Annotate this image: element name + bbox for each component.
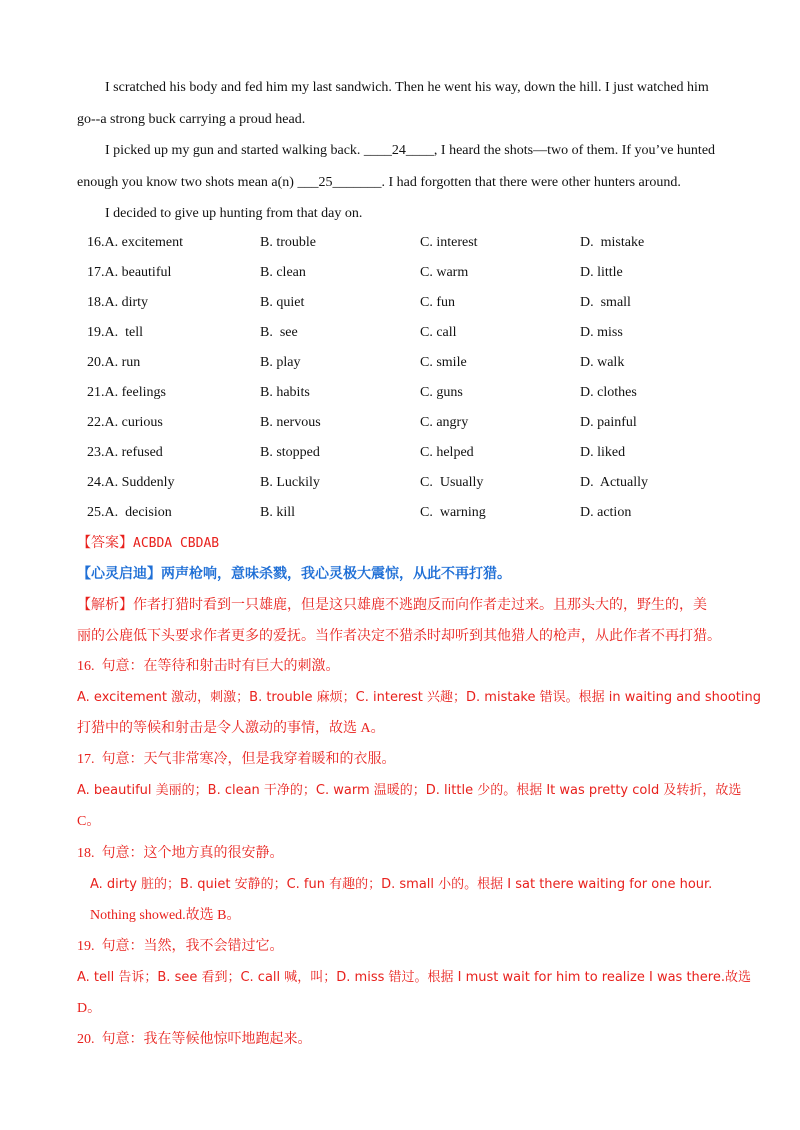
option-24-d: D. Actually xyxy=(580,475,649,490)
option-21-c: C. guns xyxy=(420,385,463,400)
q18-explanation-line-1: A. dirty 脏的；B. quiet 安静的；C. fun 有趣的；D. small 小的。根据 I sat there waiting for one hour. xyxy=(90,877,713,892)
option-19-d: D. miss xyxy=(580,325,623,340)
option-row-21 xyxy=(0,378,800,408)
option-18-b: B. quiet xyxy=(260,295,305,310)
option-18-c: C. fun xyxy=(420,295,455,310)
option-20-a: 20.A. run xyxy=(87,355,141,370)
analysis-line-2: 丽的公鹿低下头要求作者更多的爱抚。当作者决定不猎杀时却听到其他猎人的枪声，从此作者不再打猎。 xyxy=(77,629,721,644)
q18-explanation-line-2: Nothing showed.故选 B。 xyxy=(90,908,241,923)
option-24-c: C. Usually xyxy=(420,475,484,490)
analysis-text-1: 作者打猎时看到一只雄鹿，但是这只雄鹿不逃跑反而向作者走过来。且那头大的，野生的，美 xyxy=(133,598,707,613)
option-row-20 xyxy=(0,348,800,378)
option-23-a: 23.A. refused xyxy=(87,445,163,460)
passage-paragraph-1-line-1: I scratched his body and fed him my last sandwich. Then he went his way, down the hill. I just watched him xyxy=(105,80,709,95)
analysis-line-1 xyxy=(77,590,727,621)
option-17-c: C. warm xyxy=(420,265,469,280)
q16-explanation-line-1: A. excitement 激动，刺激；B. trouble 麻烦；C. interest 兴趣；D. mistake 错误。根据 in waiting and shooting xyxy=(77,690,761,705)
option-23-d: D. liked xyxy=(580,445,626,460)
passage-paragraph-2-line-1: I picked up my gun and started walking back. ____24____, I heard the shots—two of them. If you’ve hunted xyxy=(105,143,716,158)
answer-label: 【答案】 xyxy=(77,536,133,551)
option-22-c: C. angry xyxy=(420,415,469,430)
option-19-c: C. call xyxy=(420,325,457,340)
option-23-b: B. stopped xyxy=(260,445,320,460)
q18-title: 18. 句意：这个地方真的很安静。 xyxy=(77,846,284,861)
option-row-18 xyxy=(0,288,800,318)
option-row-24 xyxy=(0,468,800,498)
option-20-d: D. walk xyxy=(580,355,625,370)
passage-paragraph-2-line-2: enough you know two shots mean a(n) ___25_______. I had forgotten that there were other hunters around. xyxy=(77,175,681,190)
option-17-b: B. clean xyxy=(260,265,306,280)
option-23-c: C. helped xyxy=(420,445,474,460)
q16-title: 16. 句意：在等待和射击时有巨大的刺激。 xyxy=(77,659,340,674)
option-16-b: B. trouble xyxy=(260,235,316,250)
option-row-23 xyxy=(0,438,800,468)
option-22-d: D. painful xyxy=(580,415,637,430)
option-25-d: D. action xyxy=(580,505,632,520)
insight-label: 【心灵启迪】 xyxy=(77,567,161,582)
answer-line xyxy=(77,528,727,559)
option-row-16 xyxy=(0,228,800,258)
insight-line xyxy=(77,559,727,590)
option-22-a: 22.A. curious xyxy=(87,415,163,430)
option-24-a: 24.A. Suddenly xyxy=(87,475,175,490)
option-row-25 xyxy=(0,498,800,528)
option-21-d: D. clothes xyxy=(580,385,637,400)
q17-explanation-line-1: A. beautiful 美丽的；B. clean 干净的；C. warm 温暖的；D. little 少的。根据 It was pretty cold 及转折，故选 xyxy=(77,783,742,798)
option-25-a: 25.A. decision xyxy=(87,505,172,520)
answer-text: ACBDA CBDAB xyxy=(133,536,220,551)
option-row-19 xyxy=(0,318,800,348)
q19-explanation-line-2: D。 xyxy=(77,1001,102,1016)
q19-title: 19. 句意：当然，我不会错过它。 xyxy=(77,939,284,954)
option-17-a: 17.A. beautiful xyxy=(87,265,172,280)
analysis-label: 【解析】 xyxy=(77,598,133,613)
passage-paragraph-3-line-1: I decided to give up hunting from that day on. xyxy=(105,206,363,221)
option-25-b: B. kill xyxy=(260,505,296,520)
option-24-b: B. Luckily xyxy=(260,475,320,490)
option-21-a: 21.A. feelings xyxy=(87,385,166,400)
option-16-a: 16.A. excitement xyxy=(87,235,184,250)
option-20-b: B. play xyxy=(260,355,301,370)
option-25-c: C. warning xyxy=(420,505,486,520)
q20-title: 20. 句意：我在等候他惊吓地跑起来。 xyxy=(77,1032,312,1047)
q16-explanation-line-2: 打猎中的等候和射击是令人激动的事情，故选 A。 xyxy=(77,721,385,736)
option-row-17 xyxy=(0,258,800,288)
option-20-c: C. smile xyxy=(420,355,467,370)
q17-explanation-line-2: C。 xyxy=(77,814,101,829)
q17-title: 17. 句意：天气非常寒冷，但是我穿着暖和的衣服。 xyxy=(77,752,396,767)
option-16-c: C. interest xyxy=(420,235,478,250)
option-22-b: B. nervous xyxy=(260,415,321,430)
insight-text: 两声枪响，意味杀戮，我心灵极大震惊，从此不再打猎。 xyxy=(161,567,511,582)
q19-explanation-line-1: A. tell 告诉；B. see 看到；C. call 喊，叫；D. miss 错过。根据 I must wait for him to realize I was there.故选 xyxy=(77,970,751,985)
option-18-a: 18.A. dirty xyxy=(87,295,149,310)
option-row-22 xyxy=(0,408,800,438)
option-21-b: B. habits xyxy=(260,385,310,400)
option-16-d: D. mistake xyxy=(580,235,645,250)
option-18-d: D. small xyxy=(580,295,631,310)
option-19-a: 19.A. tell xyxy=(87,325,143,340)
option-19-b: B. see xyxy=(260,325,298,340)
option-17-d: D. little xyxy=(580,265,623,280)
passage-paragraph-1-line-2: go--a strong buck carrying a proud head. xyxy=(77,112,306,127)
